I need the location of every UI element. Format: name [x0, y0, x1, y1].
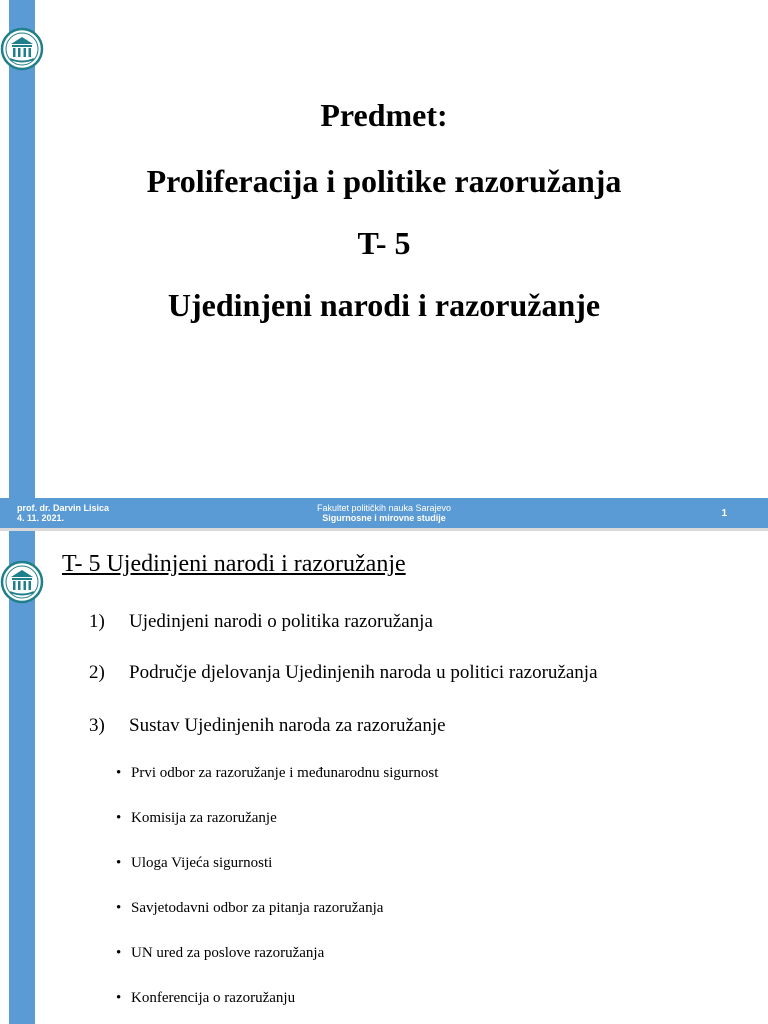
left-accent-bar — [9, 531, 35, 1024]
numbered-item — [89, 610, 433, 634]
footer-program: Sigurnosne i mirovne studije — [322, 513, 446, 523]
subject-label: Predmet: — [320, 97, 448, 133]
bullet-text: Uloga Vijeća sigurnosti — [131, 855, 273, 871]
bullet-item — [116, 763, 438, 783]
bullet-dot: • — [116, 855, 122, 871]
bullet-text: Komisija za razoružanje — [131, 810, 277, 826]
bullet-item — [116, 808, 277, 828]
item-number: 1) — [89, 611, 105, 632]
bullet-text: Konferencija o razoružanju — [131, 990, 296, 1006]
bullet-text: UN ured za poslove razoružanja — [131, 945, 325, 961]
university-building-icon — [0, 560, 44, 604]
slide-2 — [0, 531, 768, 1024]
bullet-dot: • — [116, 900, 122, 916]
item-text: Sustav Ujedinjenih naroda za razoružanje — [129, 715, 446, 736]
numbered-item — [89, 714, 446, 738]
item-number: 3) — [89, 715, 105, 736]
numbered-item — [89, 661, 598, 685]
bullet-item — [116, 943, 324, 963]
bullet-text: Savjetodavni odbor za pitanja razoružanja — [131, 900, 384, 916]
bullet-dot: • — [116, 945, 122, 961]
bullet-text: Prvi odbor za razoružanje i međunarodnu sigurnost — [131, 765, 439, 781]
page-number: 1 — [721, 508, 727, 519]
bullet-item — [116, 988, 295, 1008]
course-title: Proliferacija i politike razoružanja — [146, 163, 622, 199]
footer-institution — [234, 503, 534, 523]
item-text: Ujedinjeni narodi o politika razoružanja — [129, 611, 433, 632]
footer-author-date — [17, 503, 109, 523]
bullet-dot: • — [116, 810, 122, 826]
bullet-item — [116, 898, 383, 918]
bullet-dot: • — [116, 990, 122, 1006]
bullet-dot: • — [116, 765, 122, 781]
item-text: Područje djelovanja Ujedinjenih naroda u politici razoružanja — [129, 662, 598, 683]
bullet-item — [116, 853, 272, 873]
topic-title: Ujedinjeni narodi i razoružanje — [167, 287, 601, 323]
university-building-icon — [0, 27, 44, 71]
topic-number: T- 5 — [357, 225, 411, 261]
footer-faculty: Fakultet političkih nauka Sarajevo — [316, 503, 452, 513]
footer-date: 4. 11. 2021. — [17, 513, 65, 523]
footer-author: prof. dr. Darvin Lisica — [17, 503, 110, 513]
item-number: 2) — [89, 662, 105, 683]
slide-footer — [0, 498, 768, 528]
slide-heading: T- 5 Ujedinjeni narodi i razoružanje — [62, 551, 406, 577]
